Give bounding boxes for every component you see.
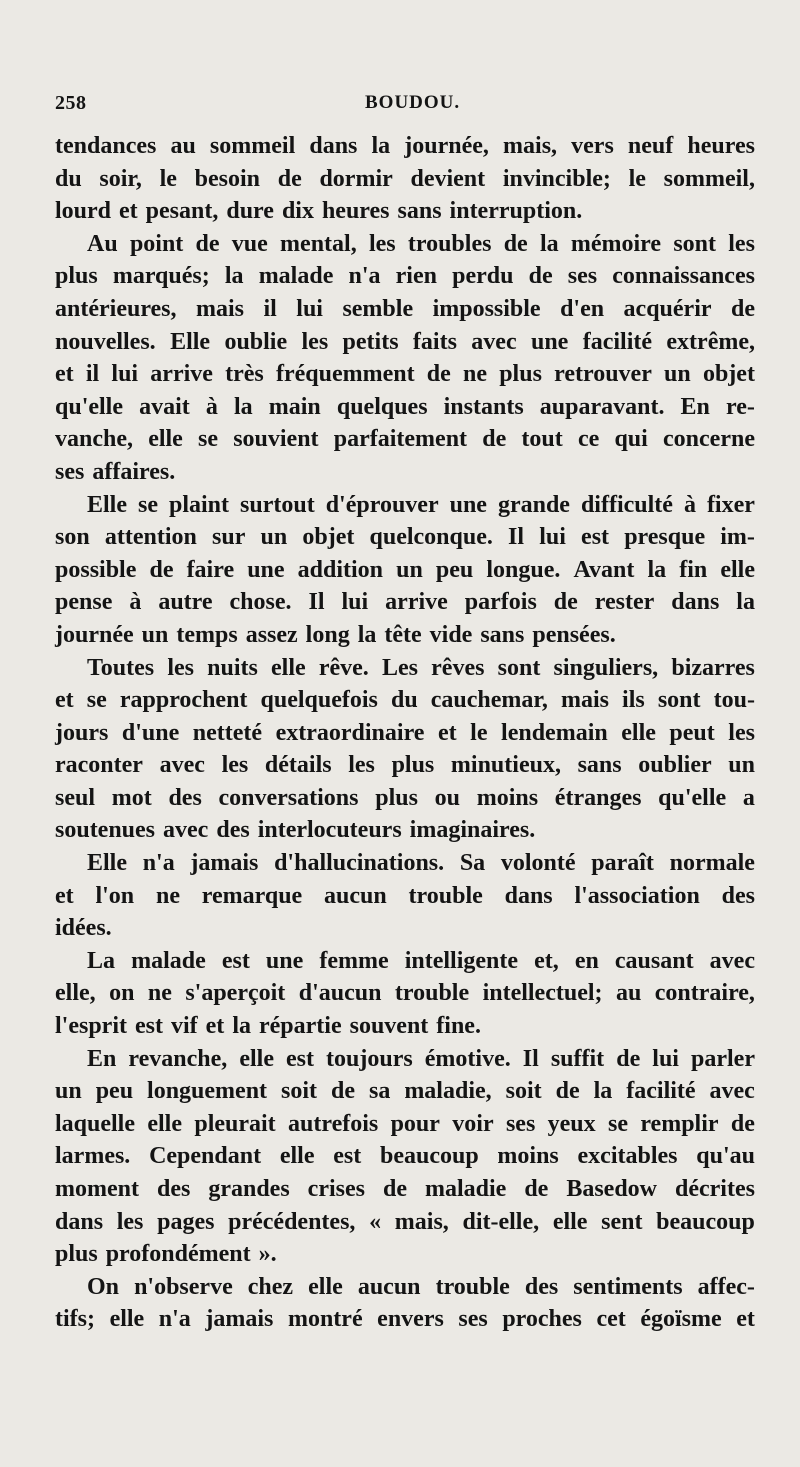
- text-line: dans les pages précédentes, « mais, dit-elle, elle sent beaucoup: [55, 1208, 755, 1235]
- text-line: et l'on ne remarque aucun trouble dans l'association des: [55, 882, 755, 909]
- text-line: qu'elle avait à la main quelques instants auparavant. En re-: [55, 393, 755, 420]
- text-line: Toutes les nuits elle rêve. Les rêves sont singuliers, bizarres: [87, 654, 755, 681]
- text-line: plus marqués; la malade n'a rien perdu de ses connaissances: [55, 263, 755, 290]
- text-line: et se rapprochent quelquefois du cauchemar, mais ils sont tou-: [55, 687, 755, 714]
- body-text: [55, 130, 755, 1336]
- text-line: possible de faire une addition un peu longue. Avant la fin elle: [55, 556, 755, 583]
- running-head: BOUDOU.: [365, 92, 461, 113]
- text-line: du soir, le besoin de dormir devient invincible; le sommeil,: [55, 165, 755, 192]
- text-line: Elle se plaint surtout d'éprouver une grande difficulté à fixer: [87, 491, 755, 518]
- text-line: laquelle elle pleurait autrefois pour voir ses yeux se remplir de: [55, 1110, 755, 1137]
- text-line: tifs; elle n'a jamais montré envers ses proches cet égoïsme et: [55, 1306, 755, 1333]
- text-line: raconter avec les détails les plus minutieux, sans oublier un: [55, 752, 755, 779]
- text-line: plus profondément ».: [55, 1241, 277, 1268]
- page-number: 258: [55, 92, 87, 114]
- text-line: Elle n'a jamais d'hallucinations. Sa volonté paraît normale: [87, 850, 755, 877]
- text-line: elle, on ne s'aperçoit d'aucun trouble intellectuel; au contraire,: [55, 980, 755, 1007]
- text-line: En revanche, elle est toujours émotive. Il suffit de lui parler: [87, 1045, 755, 1072]
- text-line: antérieures, mais il lui semble impossible d'en acquérir de: [55, 295, 755, 322]
- text-line: journée un temps assez long la tête vide sans pensées.: [55, 621, 616, 648]
- text-line: ses affaires.: [55, 458, 176, 485]
- text-line: soutenues avec des interlocuteurs imaginaires.: [55, 817, 536, 844]
- text-line: idées.: [55, 915, 112, 942]
- text-line: l'esprit est vif et la répartie souvent fine.: [55, 1013, 481, 1040]
- text-line: et il lui arrive très fréquemment de ne plus retrouver un objet: [55, 361, 755, 388]
- text-line: un peu longuement soit de sa maladie, soit de la facilité avec: [55, 1078, 755, 1105]
- text-line: son attention sur un objet quelconque. Il lui est presque im-: [55, 524, 755, 551]
- text-line: La malade est une femme intelligente et, en causant avec: [87, 947, 755, 974]
- text-line: Au point de vue mental, les troubles de la mémoire sont les: [87, 230, 755, 257]
- text-line: lourd et pesant, dure dix heures sans interruption.: [55, 198, 583, 225]
- text-line: larmes. Cependant elle est beaucoup moins excitables qu'au: [55, 1143, 755, 1170]
- text-line: pense à autre chose. Il lui arrive parfois de rester dans la: [55, 589, 755, 616]
- text-line: tendances au sommeil dans la journée, mais, vers neuf heures: [55, 133, 755, 159]
- text-line: On n'observe chez elle aucun trouble des sentiments affec-: [87, 1273, 755, 1300]
- text-line: seul mot des conversations plus ou moins étranges qu'elle a: [55, 784, 755, 811]
- text-line: vanche, elle se souvient parfaitement de tout ce qui concerne: [55, 426, 755, 453]
- page-header: [55, 92, 755, 120]
- text-line: jours d'une netteté extraordinaire et le lendemain elle peut les: [55, 719, 755, 746]
- text-line: nouvelles. Elle oublie les petits faits avec une facilité extrême,: [55, 328, 755, 355]
- text-line: moment des grandes crises de maladie de Basedow décrites: [55, 1176, 755, 1202]
